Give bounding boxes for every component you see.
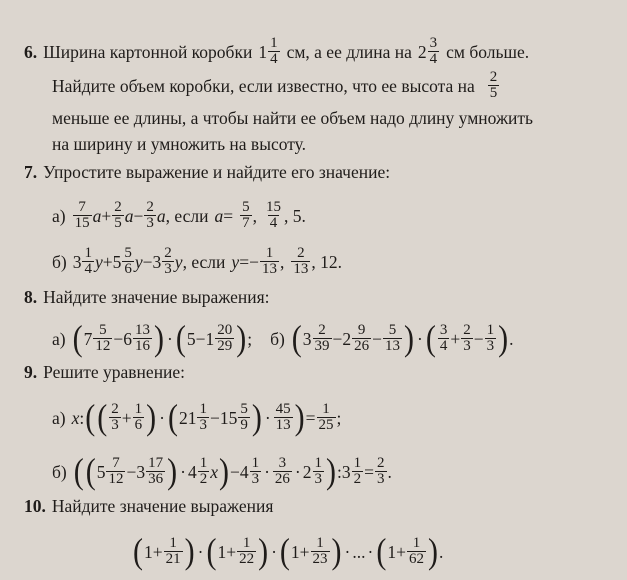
item-label: б) xyxy=(52,461,67,482)
task-text: Упростите выражение и найдите его значение: xyxy=(43,162,391,182)
fraction: $\frac{2}{3}$ xyxy=(146,199,154,231)
fraction: $\frac{2}{13}$ xyxy=(293,245,309,277)
task-7-heading xyxy=(24,162,390,182)
fraction: $\frac{17}{36}$ xyxy=(148,455,164,487)
task-9a: а) x : ( ( $\frac{2}{3}$ + $\frac{1}{6}$ ) · ( 21 $\frac{1}{3}$ − 15 $\frac{5}{9}$ ) · $\frac{45}{13}$ ) = $\frac{1}{25}$ ; xyxy=(52,397,342,437)
fraction: $\frac{5}{6}$ xyxy=(124,245,132,277)
task-text: Найдите объем коробки, если известно, что ее высота на xyxy=(52,75,475,96)
task-number: 7. xyxy=(24,162,38,182)
task-number: 10. xyxy=(24,496,46,516)
fraction: $\frac{1}{21}$ xyxy=(165,535,181,567)
fraction: $\frac{2}{3}$ xyxy=(164,245,172,277)
fraction: $\frac{15}{4}$ xyxy=(265,199,281,231)
fraction: $\frac{1}{3}$ xyxy=(199,401,207,433)
task-9-heading xyxy=(24,362,185,382)
fraction: $\frac{1}{2}$ xyxy=(353,455,362,487)
task-text: меньше ее длины, а чтобы найти ее объем надо длину умножить xyxy=(52,108,534,128)
fraction: $\frac{1}{3}$ xyxy=(314,455,322,487)
fraction: $\frac{1}{13}$ xyxy=(261,245,277,277)
task-6-line-2 xyxy=(52,70,500,101)
task-text: Ширина картонной коробки xyxy=(43,41,253,62)
task-number: 8. xyxy=(24,287,38,307)
fraction: $\frac{3}{4}$ xyxy=(439,322,448,354)
task-6-line-3 xyxy=(52,108,533,128)
task-10-heading xyxy=(24,496,273,516)
fraction: $\frac{1}{3}$ xyxy=(251,455,260,487)
fraction: $\frac{9}{26}$ xyxy=(354,322,370,354)
task-text: см больше. xyxy=(446,41,530,62)
item-label: а) xyxy=(52,328,66,349)
fraction: $\frac{3}{26}$ xyxy=(274,455,290,487)
fraction: $\frac{2}{3}$ xyxy=(111,401,119,433)
task-text: Решите уравнение: xyxy=(43,362,186,382)
task-number: 9. xyxy=(24,362,38,382)
fraction: $\frac{5}{13}$ xyxy=(385,322,401,354)
task-8a: а) ( 7 $\frac{5}{12}$ − 6 $\frac{13}{16}$ ) · ( 5 − 1 $\frac{20}{29}$ ) ; б) ( 3 $\frac{2}{39}$ − 2 $\frac{9}{26}$ − $\frac{5}{13}$ ) · ( $\frac{3}{4}$ + $\frac{2}{3}$ − $\frac{1}{3}$ ) . xyxy=(52,318,514,358)
fraction: $\frac{2}{5}$ xyxy=(114,199,122,231)
width-value: 1 $\frac{1}{4}$ xyxy=(258,35,278,67)
task-9b: б) ( ( 5 $\frac{7}{12}$ − 3 $\frac{17}{36}$ ) · 4 $\frac{1}{2}$ x ) − 4 $\frac{1}{3}$ · $\frac{3}{26}$ · 2 $\frac{1}{3}$ ) : 3 $\frac{1}{2}$ = $\frac{2}{3}$ . xyxy=(52,451,392,491)
fraction: $\frac{7}{15}$ xyxy=(74,199,90,231)
fraction: $\frac{5}{7}$ xyxy=(242,199,250,231)
task-8-heading xyxy=(24,287,270,307)
task-7b: б) 3 $\frac{1}{4}$ y + 5 $\frac{5}{6}$ y − 3 $\frac{2}{3}$ y , если y = − $\frac{1}{13}$ , $\frac{2}{13}$ , 12. xyxy=(52,245,342,277)
fraction: $\frac{20}{29}$ xyxy=(217,322,233,354)
fraction: $\frac{7}{12}$ xyxy=(108,455,124,487)
item-label: б) xyxy=(270,328,285,349)
task-text: на ширину и умножить на высоту. xyxy=(52,134,307,154)
task-6-line-1 xyxy=(24,36,529,67)
fraction: $\frac{1}{62}$ xyxy=(408,535,424,567)
task-text: Найдите значение выражения xyxy=(51,496,274,516)
fraction: $\frac{45}{13}$ xyxy=(275,401,291,433)
fraction: $\frac{3}{4}$ xyxy=(429,35,438,67)
item-label: а) xyxy=(52,407,66,428)
fraction: $\frac{1}{6}$ xyxy=(134,401,143,433)
task-7a: а) $\frac{7}{15}$ a + $\frac{2}{5}$ a − $\frac{2}{3}$ a , если a = $\frac{5}{7}$ , $\frac{15}{4}$ , 5. xyxy=(52,199,306,231)
fraction: $\frac{1}{3}$ xyxy=(486,322,495,354)
fraction: $\frac{1}{22}$ xyxy=(239,535,255,567)
item-label: б) xyxy=(52,251,67,272)
fraction: $\frac{1}{23}$ xyxy=(312,535,328,567)
item-label: а) xyxy=(52,205,66,226)
task-text: Найдите значение выражения: xyxy=(43,287,270,307)
fraction: $\frac{2}{39}$ xyxy=(314,322,330,354)
task-6-line-4 xyxy=(52,134,306,154)
fraction: $\frac{1}{2}$ xyxy=(199,455,208,487)
fraction: $\frac{1}{4}$ xyxy=(84,245,92,277)
fraction: $\frac{5}{9}$ xyxy=(240,401,248,433)
task-10-expression: ( 1 + $\frac{1}{21}$ ) · ( 1 + $\frac{1}{22}$ ) · ( 1 + $\frac{1}{23}$ ) · ... · ( 1 + $\frac{1}{62}$ ) . xyxy=(133,531,444,571)
task-text: см, а ее длина на xyxy=(286,41,412,62)
fraction: $\frac{13}{16}$ xyxy=(134,322,150,354)
fraction: $\frac{1}{25}$ xyxy=(318,401,334,433)
task-number: 6. xyxy=(24,41,38,62)
fraction: $\frac{2}{3}$ xyxy=(463,322,471,354)
fraction: $\frac{5}{12}$ xyxy=(95,322,111,354)
fraction: $\frac{1}{4}$ xyxy=(270,35,278,67)
difference-value: 2 $\frac{3}{4}$ xyxy=(417,35,438,67)
height-fraction: $\frac{2}{5}$ xyxy=(489,69,498,101)
fraction: $\frac{2}{3}$ xyxy=(377,455,385,487)
